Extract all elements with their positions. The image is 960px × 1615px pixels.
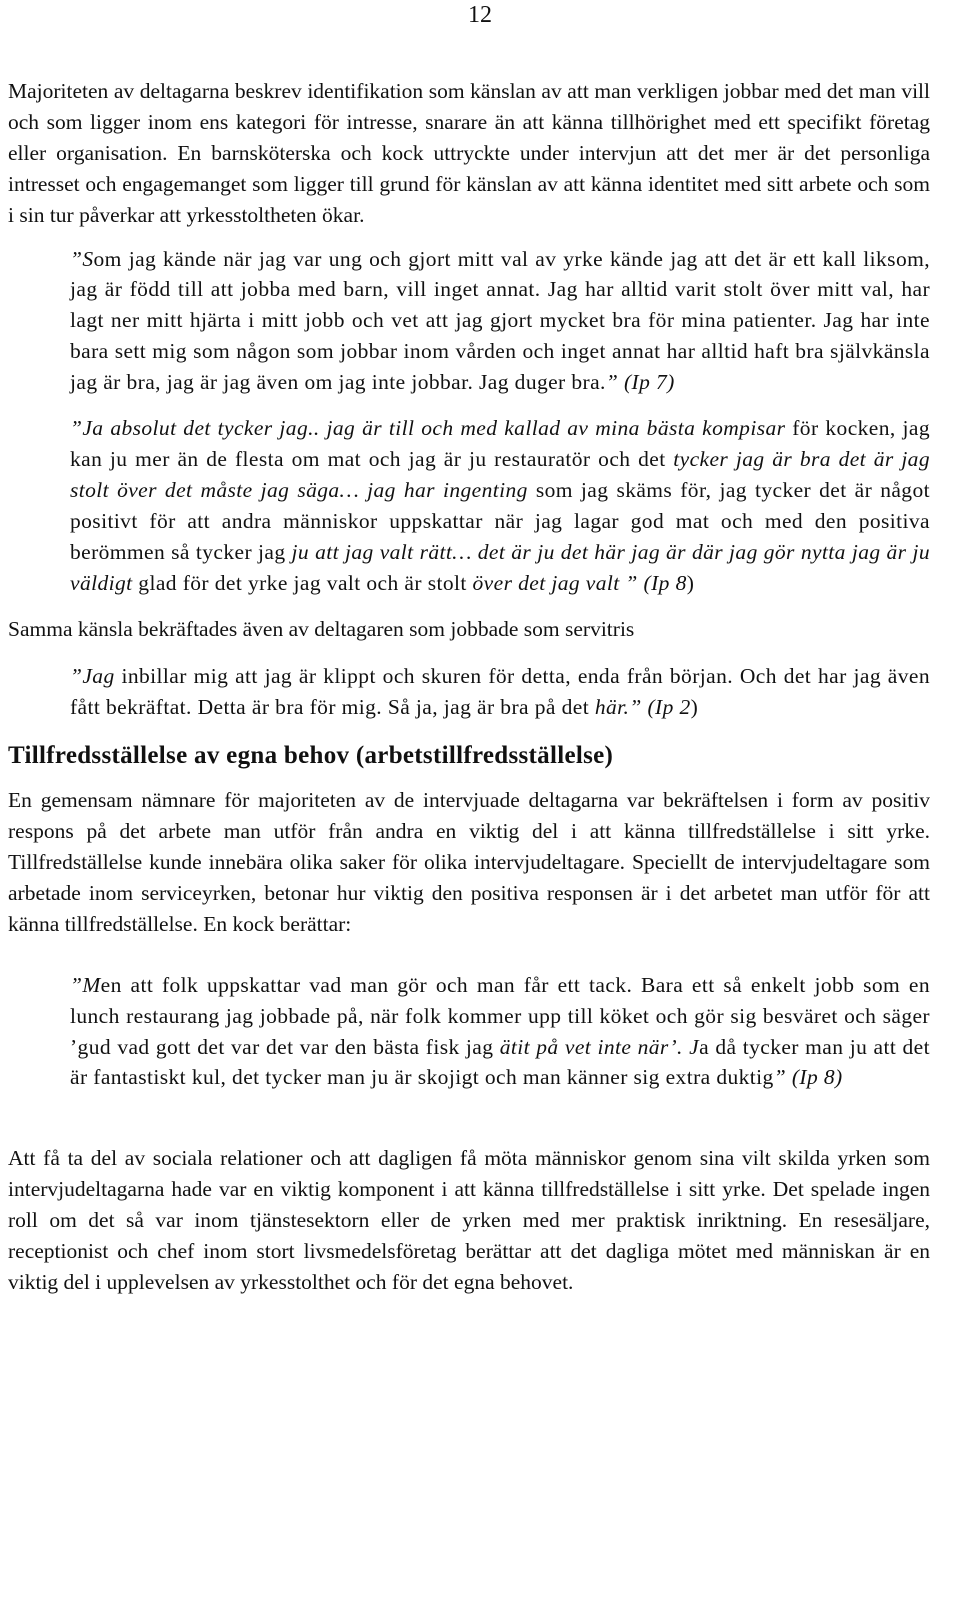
quote-citation: ” (Ip 7): [605, 370, 675, 395]
quote-text-1: för kocken, jag kan ju mer än de flesta om mat och jag är ju restauratör och det: [70, 416, 930, 471]
quote-italic-1: ätit på vet inte när’. J: [499, 1034, 700, 1059]
paragraph-satisfaction: En gemensam nämnare för majoriteten av de intervjuade deltagarna var bekräftelsen i form av positiv respons på det arbete man utför från andra en viktig del i att känna tillfredställelse i sitt yrke. Tillfredställelse kunde innebära olika saker för olika intervjudeltagare. Speciellt de intervjudeltagare som arbetade inom serviceyrken, betonar hur viktig den positiva responsen är i det arbetet man utför för att känna tillfredställelse. En kock berättar:: [8, 788, 930, 936]
quote-ip8-cook: [70, 970, 930, 1094]
quote-ip2: [70, 661, 930, 723]
quote-ip8-chef: [70, 413, 930, 598]
quote-open: ”Jag: [70, 664, 115, 689]
quote-text: om jag kände när jag var ung och gjort mitt val av yrke kände jag att det är ett kall liksom, jag är född till att jobba med barn, vill inget annat. Jag har alltid varit stolt över mitt val, har lagt ner mitt hjärta i mitt jobb och vet att jag gjort mycket bra för mina patienter. Jag har inte bara sett mig som någon som jobbar inom vården och inget annat har alltid haft bra självkänsla jag är bra, jag är jag även om jag inte jobbar. Jag duger bra.: [70, 246, 930, 395]
paragraph-identification: Majoriteten av deltagarna beskrev identifikation som känslan av att man verkligen jobbar med det man vill och som ligger inom ens kategori för intresse, snarare än att känna tillhörighet med ett specifikt företag eller organisation. En barnsköterska och kock uttryckte under intervjun att det mer är det personliga intresset och engagemanget som ligger till grund för känslan av att känna identitet med sitt arbete och som i sin tur påverkar att yrkesstoltheten ökar.: [8, 79, 930, 227]
quote-text-2: som jag skäms för, jag tycker det är något positivt för att andra människor uppskattar när jag lagar god mat och med den positiva berömmen så tycker jag: [70, 477, 930, 564]
section-heading: Tillfredsställelse av egna behov (arbetstillfredsställelse): [8, 742, 614, 770]
page-number: 12: [468, 2, 492, 28]
quote-text: inbillar mig att jag är klippt och skuren för detta, enda från början. Och det har jag även fått bekräftat. Detta är bra för mig. Så ja, jag är bra på det: [70, 664, 930, 720]
quote-open: ”S: [70, 246, 94, 271]
quote-ip7: [70, 244, 930, 399]
quote-close: ): [690, 695, 699, 720]
quote-citation: ” (Ip 8): [773, 1065, 843, 1090]
quote-text-3: glad för det yrke jag valt och är stolt: [138, 570, 467, 595]
quote-italic-end: här.” (Ip 2: [594, 695, 691, 720]
quote-italic-2: tycker jag är bra det är jag stolt över det måste jag säga… jag har ingenting: [70, 446, 930, 502]
paragraph-social-relations: Att få ta del av sociala relationer och att dagligen få möta människor genom sina vilt skilda yrken som intervjudeltagarna hade var en viktig komponent i att känna tillfredställelse i sitt yrke. Det spelade ingen roll om det så var inom tjänstesektorn eller de yrken med mer praktisk inriktning. En resesäljare, receptionist och chef inom stort livsmedelsföretag berättar att det dagliga mötet med människan är en viktig del i upplevelsen av yrkesstolthet och för det egna behovet.: [8, 1146, 930, 1294]
quote-italic-1: ”Ja absolut det tycker jag.. jag är till och med kallad av mina bästa kompisar: [70, 416, 786, 441]
quote-italic-4: över det jag valt ” (Ip 8: [472, 570, 687, 595]
quote-open: ”M: [70, 972, 101, 997]
quote-close: ): [686, 570, 695, 595]
paragraph-waitress: Samma känsla bekräftades även av deltagaren som jobbade som servitris: [8, 616, 635, 641]
document-body: [8, 76, 930, 1298]
quote-italic-3: ju att jag valt rätt… det är ju det här jag är där jag gör nytta jag är ju väldigt: [70, 539, 930, 595]
quote-text-1: en att folk uppskattar vad man gör och man får ett tack. Bara ett så enkelt jobb som en lunch restaurang jag jobbade på, när folk kommer upp till köket och gör sig besväret och säger ’gud vad gott det var det var den bästa fisk jag: [70, 972, 930, 1059]
quote-text-2: a då tycker man ju att det är fantastiskt kul, det tycker man ju är skojigt och man känner sig extra duktig: [70, 1034, 930, 1090]
